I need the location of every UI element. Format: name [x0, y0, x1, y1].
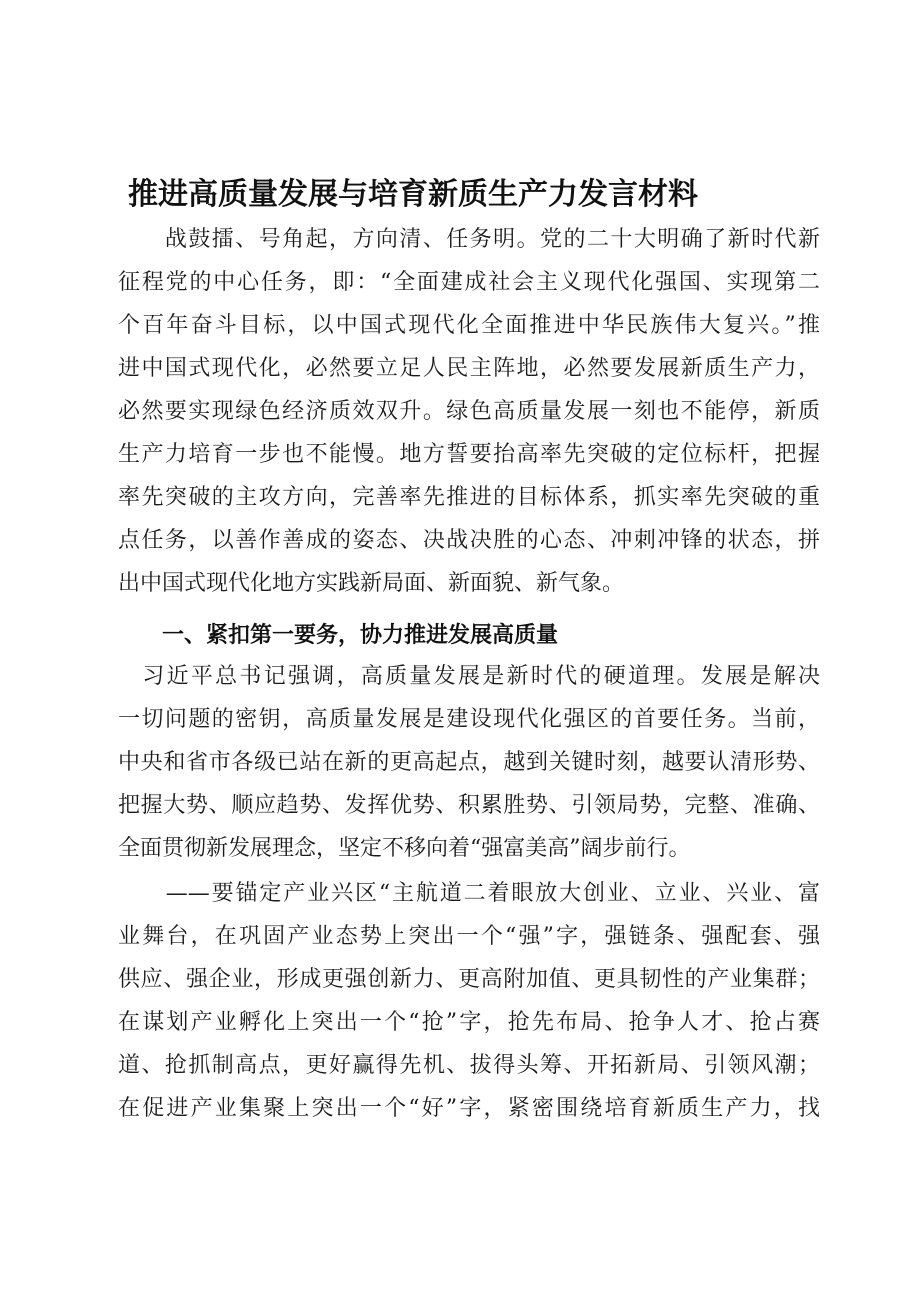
text-line: 一切问题的密钥，高质量发展是建设现代化强区的首要任务。当前， — [118, 707, 820, 732]
text-line: 习近平总书记强调，高质量发展是新时代的硬道理。发展是解决 — [118, 664, 820, 689]
text-line: 全面贯彻新发展理念，坚定不移向着“强富美高”阔步前行。 — [118, 836, 691, 861]
text-line: 率先突破的主攻方向，完善率先推进的目标体系，抓实率先突破的重 — [118, 485, 820, 510]
text-line: 道、抢抓制高点，更好赢得先机、拔得头筹、开拓新局、引领风潮； — [118, 1053, 820, 1078]
text-line: 征程党的中心任务，即：“全面建成社会主义现代化强国、实现第二 — [118, 270, 820, 295]
text-line: 把握大势、顺应趋势、发挥优势、积累胜势、引领局势，完整、准确、 — [118, 793, 820, 818]
text-line: 供应、强企业，形成更强创新力、更高附加值、更具韧性的产业集群； — [118, 967, 820, 992]
text-line: ——要锚定产业兴区“主航道二着眼放大创业、立业、兴业、富 — [118, 881, 820, 906]
text-line: 业舞台，在巩固产业态势上突出一个“强”字，强链条、强配套、强 — [118, 924, 820, 949]
text-line: 战鼓擂、号角起，方向清、任务明。党的二十大明确了新时代新 — [118, 227, 820, 252]
section-heading: 一、紧扣第一要务，协力推进发展高质量 — [162, 623, 559, 648]
section-sub-paragraph — [118, 872, 820, 1130]
text-line: 在促进产业集聚上突出一个“好”字，紧密围绕培育新质生产力，找 — [118, 1096, 820, 1121]
text-line: 个百年奋斗目标，以中国式现代化全面推进中华民族伟大复兴。”推 — [118, 313, 820, 338]
text-line: 进中国式现代化，必然要立足人民主阵地，必然要发展新质生产力， — [118, 356, 820, 381]
document-title: 推进高质量发展与培育新质生产力发言材料 — [128, 177, 698, 212]
text-line: 出中国式现代化地方实践新局面、新面貌、新气象。 — [118, 571, 625, 596]
text-line: 中央和省市各级已站在新的更高起点，越到关键时刻，越要认清形势、 — [118, 750, 820, 775]
text-line: 生产力培育一步也不能慢。地方誓要抬高率先突破的定位标杆，把握 — [118, 442, 820, 467]
text-line: 在谋划产业孵化上突出一个“抢”字，抢先布局、抢争人才、抢占赛 — [118, 1010, 820, 1035]
section-paragraph — [118, 655, 820, 870]
text-line: 必然要实现绿色经济质效双升。绿色高质量发展一刻也不能停，新质 — [118, 399, 820, 424]
text-line: 点任务，以善作善成的姿态、决战决胜的心态、冲刺冲锋的状态，拼 — [118, 528, 820, 553]
intro-paragraph — [118, 218, 820, 605]
